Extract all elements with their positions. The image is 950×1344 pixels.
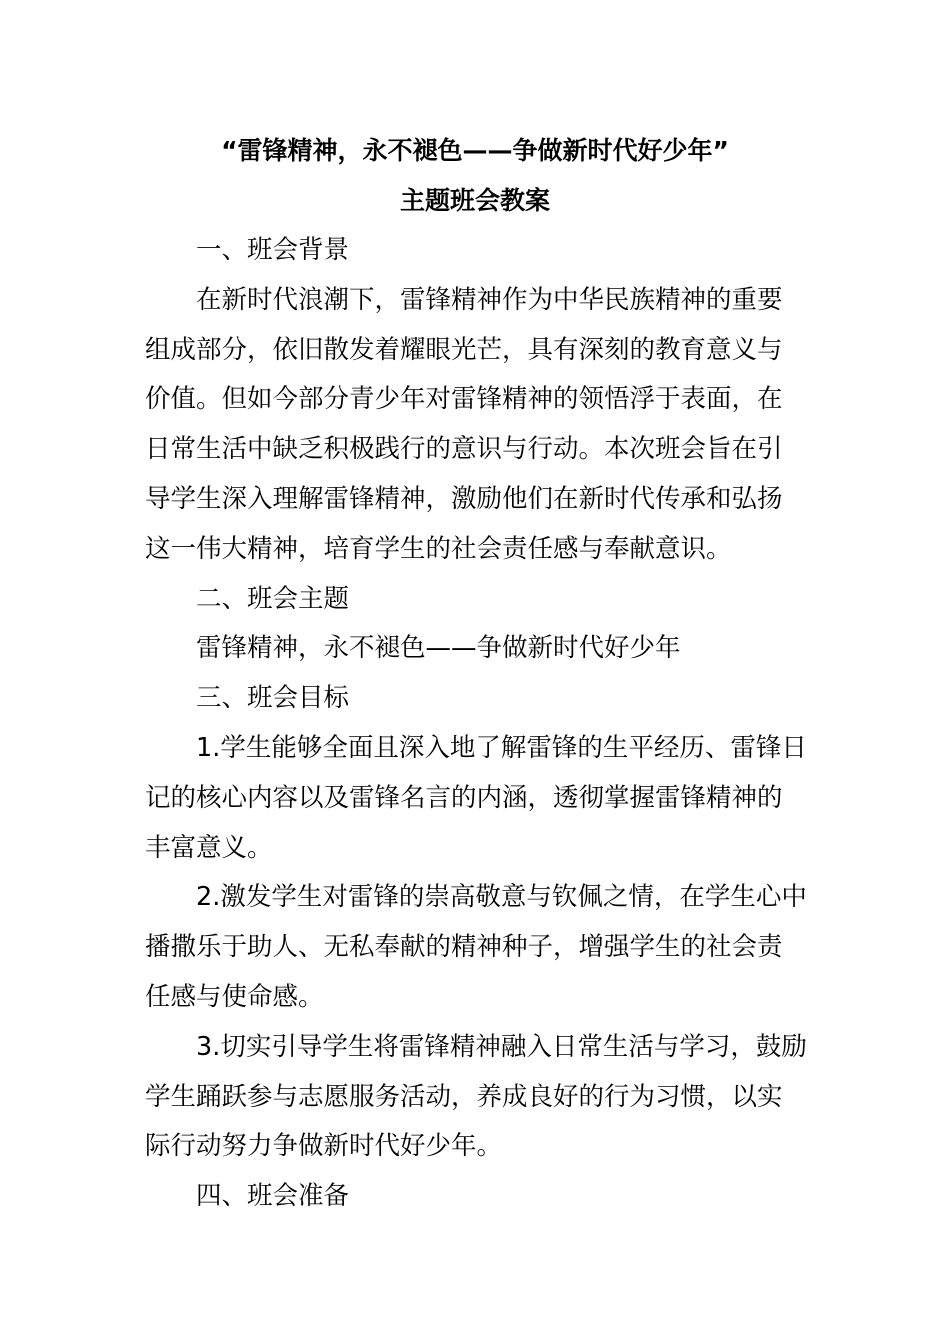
paragraph-line: 组成部分，依旧散发着耀眼光芒，具有深刻的教育意义与 [145,334,783,365]
list-item-line: 1.学生能够全面且深入地了解雷锋的生平经历、雷锋日 [196,732,807,763]
document-subtitle: 主题班会教案 [399,186,550,215]
list-item-line: 播撒乐于助人、无私奉献的精神种子，增强学生的社会责 [145,932,783,963]
section-heading-preparation: 四、班会准备 [196,1181,350,1212]
section-heading-background: 一、班会背景 [196,235,350,265]
list-item-line: 丰富意义。 [145,832,273,863]
paragraph-line: 价值。但如今部分青少年对雷锋精神的领悟浮于表面，在 [145,384,783,415]
paragraph-line: 这一伟大精神，培育学生的社会责任感与奉献意识。 [145,533,732,564]
paragraph-line: 在新时代浪潮下，雷锋精神作为中华民族精神的重要 [196,284,783,315]
section-heading-theme: 二、班会主题 [196,583,350,614]
list-item-line: 记的核心内容以及雷锋名言的内涵，透彻掌握雷锋精神的 [145,782,783,813]
paragraph-line: 日常生活中缺乏积极践行的意识与行动。本次班会旨在引 [145,434,783,465]
list-item-line: 2.激发学生对雷锋的崇高敬意与钦佩之情，在学生心中 [196,882,807,913]
list-item-line: 学生踊跃参与志愿服务活动，养成良好的行为习惯，以实 [145,1081,783,1112]
list-item-line: 3.切实引导学生将雷锋精神融入日常生活与学习，鼓励 [196,1031,807,1062]
document-body [145,226,815,1222]
list-item-line: 际行动努力争做新时代好少年。 [145,1131,503,1162]
section-heading-goals: 三、班会目标 [196,683,350,714]
paragraph-line: 雷锋精神，永不褪色——争做新时代好少年 [196,633,681,664]
list-item-line: 任感与使命感。 [145,981,324,1012]
paragraph-line: 导学生深入理解雷锋精神，激励他们在新时代传承和弘扬 [145,483,783,514]
document-title: “雷锋精神，永不褪色——争做新时代好少年” [221,136,729,165]
